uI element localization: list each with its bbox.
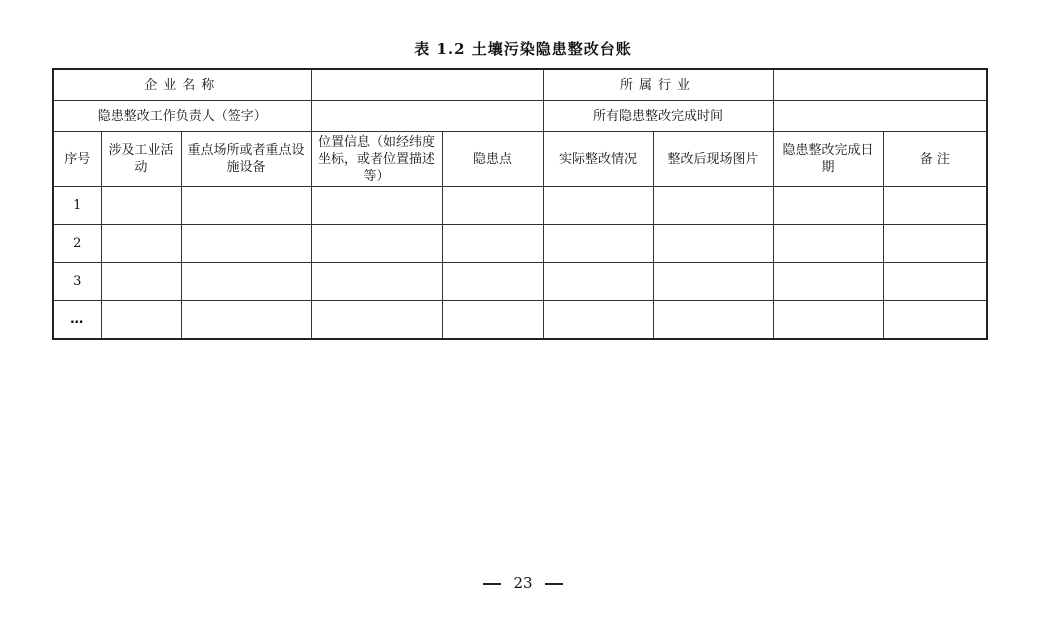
table-cell[interactable] [653,187,773,225]
column-header: 实际整改情况 [543,132,653,187]
table-cell[interactable] [543,301,653,340]
responsible-person-value[interactable] [311,101,543,132]
row-number: 3 [53,263,101,301]
table-cell[interactable] [442,225,543,263]
industry-value[interactable] [773,69,987,101]
column-header: 隐患点 [442,132,543,187]
table-cell[interactable] [311,263,442,301]
table-cell[interactable] [181,263,311,301]
footer-dash-right [545,583,563,585]
table-cell[interactable] [543,263,653,301]
table-cell[interactable] [181,225,311,263]
enterprise-name-value[interactable] [311,69,543,101]
enterprise-info-row [53,69,987,101]
table-title: 表 1.2 土壤污染隐患整改台账 [414,40,632,58]
table-cell[interactable] [181,187,311,225]
table-row [53,225,987,263]
table-row [53,263,987,301]
industry-label: 所属行业 [543,69,773,101]
table-cell[interactable] [543,225,653,263]
table-row [53,187,987,225]
column-header: 位置信息（如经纬度坐标，或者位置描述等） [311,132,442,187]
table-cell[interactable] [101,225,181,263]
table-cell[interactable] [883,301,987,340]
completion-time-value[interactable] [773,101,987,132]
table-cell[interactable] [311,187,442,225]
enterprise-name-label: 企业名称 [53,69,311,101]
table-cell[interactable] [883,225,987,263]
table-cell[interactable] [773,263,883,301]
table-cell[interactable] [653,263,773,301]
column-header: 涉及工业活动 [101,132,181,187]
column-header: 整改后现场图片 [653,132,773,187]
column-header-row [53,132,987,187]
table-cell[interactable] [181,301,311,340]
table-cell[interactable] [883,187,987,225]
table-cell[interactable] [101,263,181,301]
responsible-person-label: 隐患整改工作负责人（签字） [53,101,311,132]
column-header: 备 注 [883,132,987,187]
table-cell[interactable] [653,301,773,340]
completion-time-label: 所有隐患整改完成时间 [543,101,773,132]
table-cell[interactable] [773,301,883,340]
row-number: 2 [53,225,101,263]
row-ellipsis: … [53,301,101,340]
table-cell[interactable] [442,263,543,301]
responsible-info-row [53,101,987,132]
table-cell[interactable] [311,301,442,340]
table-cell[interactable] [101,187,181,225]
column-header: 重点场所或者重点设施设备 [181,132,311,187]
footer-dash-left [483,583,501,585]
table-cell[interactable] [442,187,543,225]
table-cell[interactable] [101,301,181,340]
table-row [53,301,987,340]
table-cell[interactable] [653,225,773,263]
table-cell[interactable] [883,263,987,301]
page-number: 23 [513,574,533,592]
table-cell[interactable] [773,187,883,225]
row-number: 1 [53,187,101,225]
column-header: 隐患整改完成日期 [773,132,883,187]
page-footer [0,574,1046,592]
table-cell[interactable] [543,187,653,225]
table-cell[interactable] [442,301,543,340]
table-cell[interactable] [311,225,442,263]
hazard-rectification-ledger-table [52,68,988,340]
column-header: 序号 [53,132,101,187]
table-cell[interactable] [773,225,883,263]
